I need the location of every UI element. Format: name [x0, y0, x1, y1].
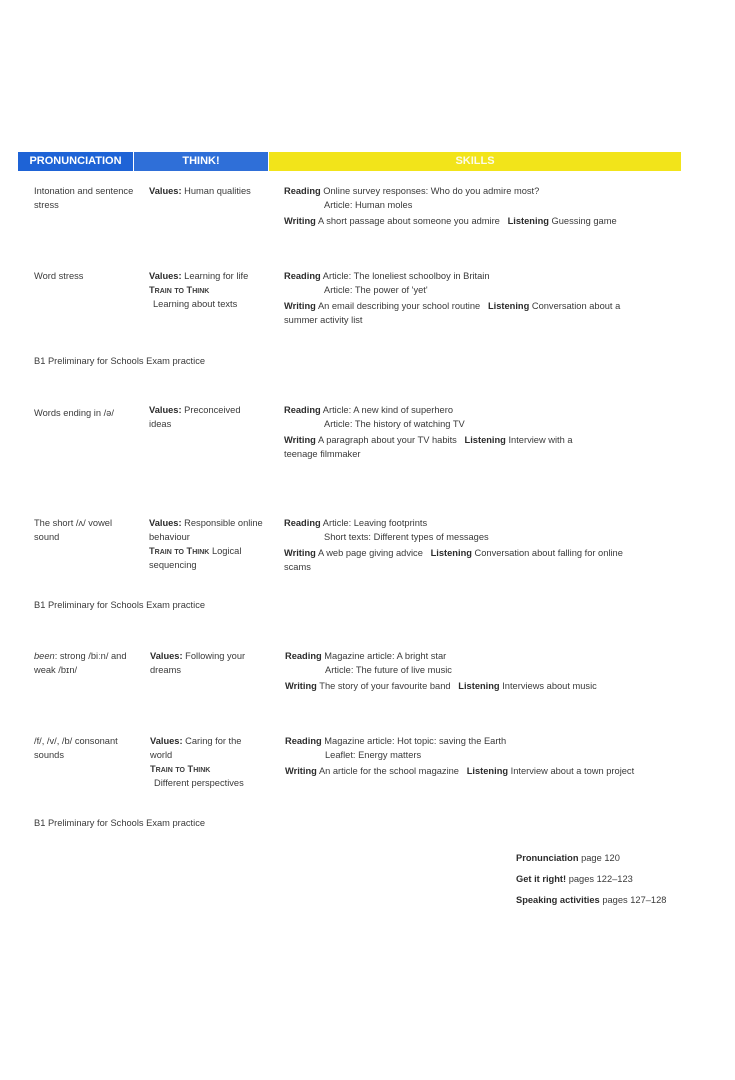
reading-text-2: Short texts: Different types of messages: [324, 532, 489, 542]
listening-text: Conversation about a summer activity list: [284, 301, 621, 325]
listening-text: Conversation about falling for online scams: [284, 548, 623, 572]
row-6-skills: [285, 734, 705, 778]
writing-label: Writing: [284, 301, 316, 311]
values-label: Values:: [149, 186, 182, 196]
reading-text: Article: A new kind of superhero: [322, 405, 453, 415]
writing-text: An email describing your school routine: [317, 301, 481, 311]
row-2-skills: [284, 269, 684, 327]
train-to-think-label: Train to Think: [149, 285, 210, 295]
reading-text-2: Article: The power of 'yet': [324, 285, 428, 295]
writing-text: The story of your favourite band: [319, 681, 451, 691]
reading-text: Magazine article: A bright star: [324, 651, 447, 661]
row-4-pronunciation: [34, 516, 129, 544]
reference-label: Get it right!: [516, 874, 567, 884]
listening-text: Interview with a teenage filmmaker: [284, 435, 573, 459]
row-4-think: [149, 516, 264, 572]
listening-text: Interviews about music: [502, 681, 597, 691]
page-references: [516, 848, 666, 911]
reference-label: Speaking activities: [516, 895, 600, 905]
writing-text: A paragraph about your TV habits: [317, 435, 457, 445]
listening-text: Guessing game: [551, 216, 617, 226]
values-label: Values:: [149, 271, 182, 281]
reading-text-2: Article: The future of live music: [325, 665, 452, 675]
listening-label: Listening: [487, 301, 530, 311]
reading-label: Reading: [284, 186, 321, 196]
reading-text: Online survey responses: Who do you admire most?: [323, 186, 540, 196]
row-1-skills: [284, 184, 684, 228]
reading-text-2: Article: Human moles: [324, 200, 413, 210]
row-5-pronunciation: [34, 649, 134, 677]
writing-label: Writing: [285, 681, 317, 691]
reference-text: pages 127–128: [602, 895, 667, 905]
writing-text: An article for the school magazine: [318, 766, 459, 776]
pronunciation-text: Intonation and sentence stress: [34, 186, 134, 210]
reading-text: Article: Leaving footprints: [322, 518, 428, 528]
exam-practice-2: B1 Preliminary for Schools Exam practice: [34, 600, 206, 610]
reference-text: pages 122–123: [568, 874, 633, 884]
values-text: Responsible online behaviour: [149, 518, 263, 542]
row-2-pronunciation: [34, 269, 134, 283]
exam-practice-1: B1 Preliminary for Schools Exam practice: [34, 356, 206, 366]
listening-label: Listening: [430, 548, 472, 558]
pronunciation-text: Word stress: [34, 271, 84, 281]
train-to-think-label: Train to Think: [149, 546, 210, 556]
reference-get-it-right: [516, 869, 666, 890]
row-5-skills: [285, 649, 685, 693]
writing-text: A web page giving advice: [317, 548, 423, 558]
listening-label: Listening: [458, 681, 500, 691]
values-text: Learning for life: [184, 271, 249, 281]
row-5-think: [150, 649, 260, 677]
listening-text: Interview about a town project: [510, 766, 635, 776]
values-text: Following your dreams: [150, 651, 246, 675]
train-to-think-text: Learning about texts: [153, 299, 238, 309]
row-4-skills: [284, 516, 684, 574]
reading-label: Reading: [285, 651, 322, 661]
reading-label: Reading: [284, 271, 321, 281]
pronunciation-text: /f/, /v/, /b/ consonant sounds: [34, 736, 118, 760]
reading-text: Article: The loneliest schoolboy in Britain: [322, 271, 490, 281]
values-text: Caring for the world: [150, 736, 242, 760]
reference-text: page 120: [581, 853, 620, 863]
listening-label: Listening: [466, 766, 509, 776]
row-3-skills: [284, 403, 684, 461]
reading-text: Magazine article: Hot topic: saving the Earth: [324, 736, 507, 746]
pronunciation-text: The short /ʌ/ vowel sound: [34, 518, 113, 542]
reading-label: Reading: [284, 405, 321, 415]
listening-label: Listening: [464, 435, 506, 445]
values-label: Values:: [150, 736, 183, 746]
pronunciation-text: : strong /biːn/ and weak /bɪn/: [34, 651, 127, 675]
values-label: Values:: [150, 651, 183, 661]
train-to-think-text: Logical sequencing: [149, 546, 242, 570]
exam-practice-3: B1 Preliminary for Schools Exam practice: [34, 818, 206, 828]
values-label: Values:: [149, 405, 182, 415]
row-3-think: [149, 403, 249, 431]
header-pronunciation: PRONUNCIATION: [18, 152, 133, 171]
train-to-think-text: Different perspectives: [154, 778, 244, 788]
values-text: Human qualities: [184, 186, 251, 196]
row-6-think: [150, 734, 260, 790]
pronunciation-italic: been: [34, 651, 55, 661]
writing-label: Writing: [285, 766, 317, 776]
reading-label: Reading: [284, 518, 321, 528]
header-skills: SKILLS: [269, 152, 681, 171]
reading-text-2: Leaflet: Energy matters: [325, 750, 422, 760]
reading-label: Reading: [285, 736, 322, 746]
header-think: THINK!: [134, 152, 268, 171]
writing-text: A short passage about someone you admire: [317, 216, 500, 226]
row-6-pronunciation: [34, 734, 134, 762]
writing-label: Writing: [284, 216, 316, 226]
writing-label: Writing: [284, 435, 316, 445]
values-label: Values:: [149, 518, 182, 528]
row-1-think: [149, 184, 259, 198]
reference-label: Pronunciation: [516, 853, 579, 863]
train-to-think-label: Train to Think: [150, 764, 211, 774]
reading-text-2: Article: The history of watching TV: [324, 419, 465, 429]
pronunciation-text: Words ending in /ə/: [34, 408, 114, 418]
listening-label: Listening: [507, 216, 549, 226]
reference-pronunciation: [516, 848, 666, 869]
row-1-pronunciation: [34, 184, 134, 212]
row-3-pronunciation: [34, 406, 124, 420]
reference-speaking: [516, 890, 666, 911]
values-text: Preconceived ideas: [149, 405, 241, 429]
writing-label: Writing: [284, 548, 316, 558]
row-2-think: [149, 269, 264, 311]
